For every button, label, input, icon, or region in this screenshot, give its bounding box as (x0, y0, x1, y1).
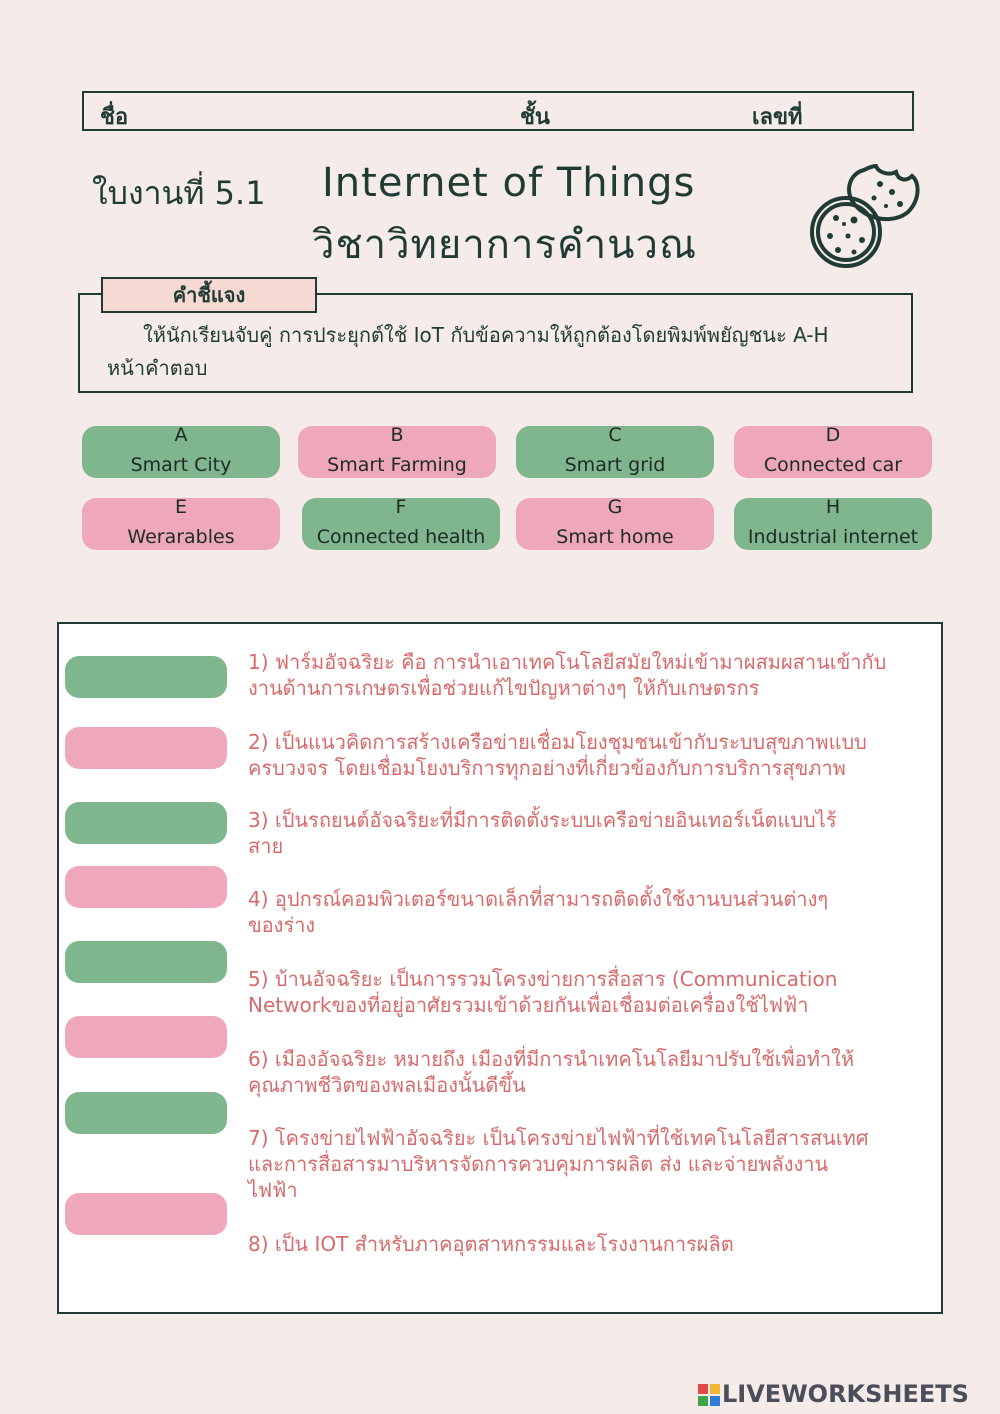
option-letter: H (825, 496, 841, 518)
item-line: 7) โครงข่ายไฟฟ้าอัจฉริยะ เป็นโครงข่ายไฟฟ้าที่ใช้เทคโนโลยีสารสนเทศ (248, 1126, 869, 1150)
option-letter: B (390, 424, 404, 446)
answer-slot-6[interactable] (65, 1016, 227, 1058)
item-line: คุณภาพชีวิตของพลเมืองนั้นดีขึ้น (248, 1073, 526, 1097)
option-label: Connected health (316, 526, 486, 548)
item-line: 4) อุปกรณ์คอมพิวเตอร์ขนาดเล็กที่สามารถติดตั้งใช้งานบนส่วนต่างๆ (248, 887, 829, 911)
option-d (734, 426, 932, 478)
item-3 (248, 807, 948, 859)
liveworksheets-logo (698, 1380, 969, 1408)
option-label: Smart City (130, 454, 232, 476)
option-letter: F (395, 496, 407, 518)
option-label: Werarables (127, 526, 235, 548)
option-f (302, 498, 500, 550)
answer-slot-4[interactable] (65, 866, 227, 908)
option-e (82, 498, 280, 550)
item-line: 2) เป็นแนวคิดการสร้างเครือข่ายเชื่อมโยงชุมชนเข้ากับระบบสุขภาพแบบ (248, 730, 867, 754)
option-b (298, 426, 496, 478)
answer-slot-8[interactable] (65, 1193, 227, 1235)
item-line: 3) เป็นรถยนต์อัจฉริยะที่มีการติดตั้งระบบเครือข่ายอินเทอร์เน็ตแบบไร้ (248, 808, 837, 832)
option-a (82, 426, 280, 478)
item-4 (248, 886, 948, 938)
answer-slot-7[interactable] (65, 1092, 227, 1134)
item-1 (248, 649, 948, 701)
item-7 (248, 1125, 948, 1203)
item-6 (248, 1046, 948, 1098)
option-g (516, 498, 714, 550)
title-thai: วิชาวิทยาการคำนวณ (312, 222, 698, 268)
cookie-icon (808, 160, 924, 276)
item-line: ครบวงจร โดยเชื่อมโยงบริการทุกอย่างที่เกี่ยวข้องกับการบริการสุขภาพ (248, 756, 846, 780)
number-label: เลขที่ (752, 105, 803, 130)
option-label: Smart grid (564, 454, 666, 476)
answer-slot-1[interactable] (65, 656, 227, 698)
option-h (734, 498, 932, 550)
item-8 (248, 1231, 948, 1257)
item-2 (248, 729, 948, 781)
option-letter: A (174, 424, 188, 446)
option-label: Connected car (763, 454, 903, 476)
option-c (516, 426, 714, 478)
option-label: Smart home (556, 526, 674, 548)
item-line: ของร่าง (248, 913, 316, 937)
item-line: 5) บ้านอัจฉริยะ เป็นการรวมโครงข่ายการสื่อสาร (Communication (248, 967, 838, 991)
student-info-bar (82, 91, 914, 131)
option-letter: E (174, 496, 187, 518)
footer-brand: LIVEWORKSHEETS (722, 1380, 969, 1408)
item-line: และการสื่อสารมาบริหารจัดการควบคุมการผลิต ส่ง และจ่ายพลังงาน (248, 1152, 829, 1176)
answer-slot-3[interactable] (65, 802, 227, 844)
item-5 (248, 966, 948, 1018)
worksheet-number: ใบงานที่ 5.1 (92, 174, 266, 212)
title-english: Internet of Things (322, 160, 696, 206)
item-line: 6) เมืองอัจฉริยะ หมายถึง เมืองที่มีการนำเทคโนโลยีมาปรับใช้เพื่อทำให้ (248, 1047, 855, 1071)
name-label: ชื่อ (100, 105, 129, 130)
item-line: Networkของที่อยู่อาศัยรวมเข้าด้วยกันเพื่อเชื่อมต่อเครื่องใช้ไฟฟ้า (248, 993, 809, 1017)
instructions-line-2: หน้าคำตอบ (107, 356, 208, 380)
option-letter: D (825, 424, 841, 446)
instructions-tab: คำชี้แจง (101, 277, 317, 313)
answer-slot-5[interactable] (65, 941, 227, 983)
answer-slot-2[interactable] (65, 727, 227, 769)
option-letter: G (607, 496, 623, 518)
option-label: Industrial internet (747, 526, 919, 548)
item-line: งานด้านการเกษตรเพื่อช่วยแก้ไขปัญหาต่างๆ ให้กับเกษตรกร (248, 676, 760, 700)
option-letter: C (608, 424, 622, 446)
item-line: 1) ฟาร์มอัจฉริยะ คือ การนำเอาเทคโนโลยีสมัยใหม่เข้ามาผสมผสานเข้ากับ (248, 650, 887, 674)
instructions-line-1: ให้นักเรียนจับคู่ การประยุกต์ใช้ IoT กับข้อความให้ถูกต้องโดยพิมพ์พยัญชนะ A-H (143, 323, 829, 347)
class-label: ชั้น (520, 105, 550, 130)
item-line: สาย (248, 834, 284, 858)
item-line: 8) เป็น IOT สำหรับภาคอุตสาหกรรมและโรงงานการผลิต (248, 1232, 734, 1256)
option-label: Smart Farming (327, 454, 467, 476)
item-line: ไฟฟ้า (248, 1178, 298, 1202)
liveworksheets-logo-icon (698, 1384, 720, 1406)
